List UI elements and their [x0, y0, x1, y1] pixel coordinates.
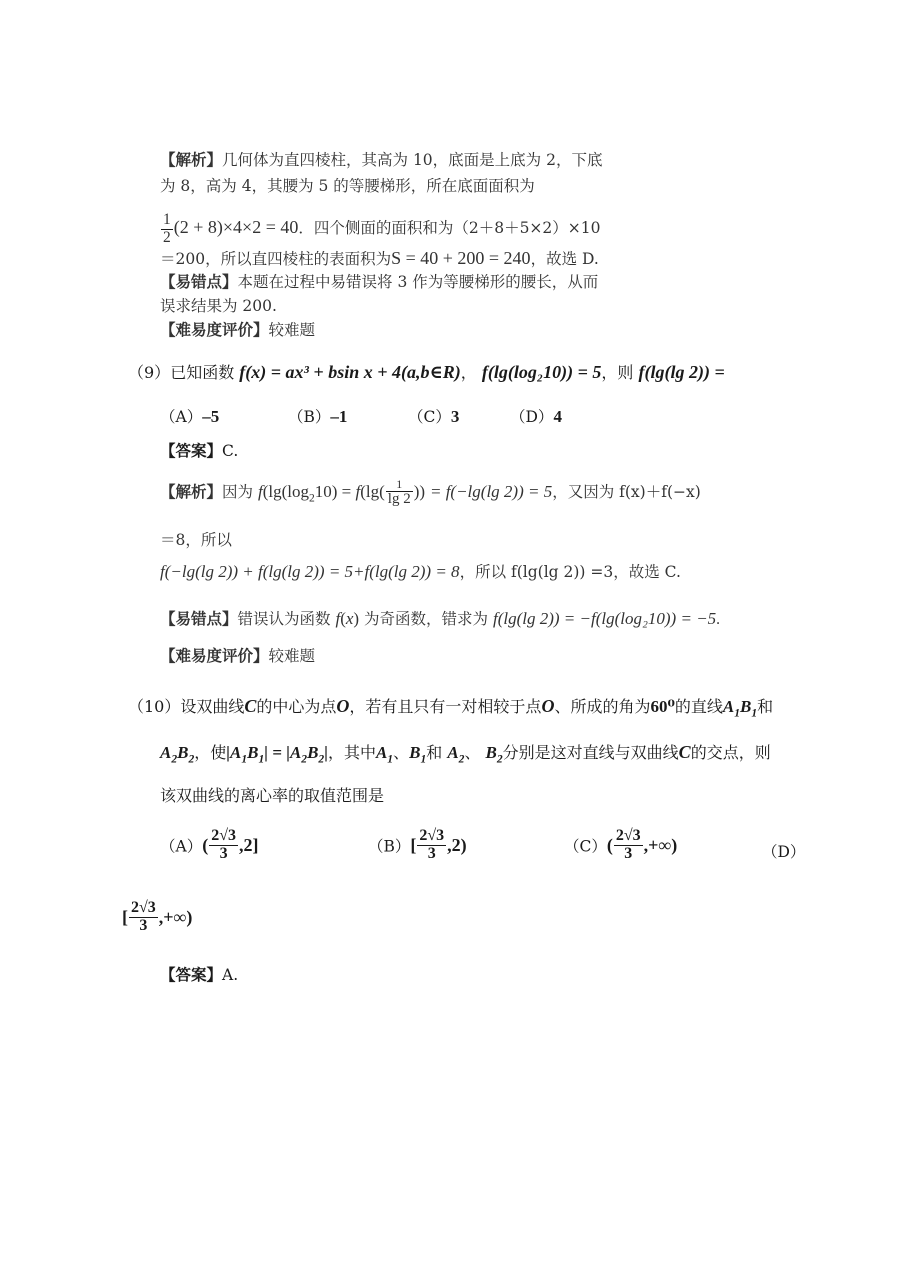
q9-answer: [160, 441, 238, 461]
option-value: –5: [202, 407, 220, 426]
q9-option-c[interactable]: [408, 405, 459, 427]
q10-option-d-value[interactable]: [ $\frac{2√3}{3}$ ,+∞): [122, 899, 193, 934]
q10-text: ，其中: [327, 743, 376, 762]
q10-text: ，若有且只有一对相较于点: [349, 697, 542, 716]
analysis-text: ＝200，所以直四棱柱的表面积为: [160, 250, 392, 268]
difficulty-q8: [160, 320, 315, 340]
fraction-one-half: $\frac{1}{2}$: [163, 211, 171, 246]
option-label: （A）: [160, 408, 203, 426]
q9-option-a[interactable]: [160, 405, 219, 427]
q9-analysis-line1: 【解析】因为 $f(\lg(\log_210) = f(\lg$( $\frac{1}{\lg 2}$ )) = f(−lg(lg 2)) = 5，又因为 f(x)＋f(−x): [160, 477, 701, 507]
difficulty-tag: 【难易度评价】: [160, 646, 269, 665]
fraction-2root3-over-3: $\frac{2√3}{3}$: [419, 827, 445, 862]
analysis-text: ，又因为 f(x)＋f(−x): [552, 483, 701, 501]
q9-option-d[interactable]: [510, 405, 562, 427]
q9-analysis-line3: [160, 562, 681, 582]
q10-option-c[interactable]: （C）( $\frac{2√3}{3}$ ,+∞): [564, 827, 678, 862]
q10-text: 的交点，则: [690, 743, 771, 762]
q9-stem-text: 已知函数: [170, 363, 235, 382]
q9-ask: f(lg(lg 2)) =: [638, 362, 725, 382]
q10-answer: [160, 965, 238, 985]
pitfall-tag: 【易错点】: [160, 272, 238, 291]
pitfall-text: 本题在过程中易错误将 3 作为等腰梯形的腰长，从而: [237, 273, 599, 291]
analysis-text: ，故选 D.: [530, 250, 599, 268]
option-value: 4: [553, 407, 562, 426]
analysis-tag: 【解析】: [160, 482, 223, 501]
fraction-one-over-lg2: $\frac{1}{\lg 2}$: [387, 477, 411, 507]
q10-text: 的直线: [674, 697, 723, 716]
option-label: （B）: [368, 837, 411, 856]
q9-pitfall: 【易错点】错误认为函数 f(x) 为奇函数，错求为 f(lg(lg 2)) = −f(lg(log₂10)) = −5.: [160, 609, 721, 628]
answer-tag: 【答案】: [160, 441, 223, 460]
q10-option-b[interactable]: （B）[ $\frac{2√3}{3}$ ,2): [368, 827, 467, 862]
q10-option-d-label[interactable]: [762, 840, 805, 862]
option-label: （C）: [564, 837, 607, 856]
q9-difficulty: [160, 646, 315, 666]
q10-text: 的中心为点: [256, 697, 337, 716]
q9-condition: f(lg(log₂10)) = 5: [481, 362, 602, 382]
option-value: 3: [450, 407, 460, 426]
difficulty-text: 较难题: [268, 647, 316, 665]
analysis-text: 几何体为直四棱柱，其高为 10，底面是上底为 2，下底: [222, 151, 603, 169]
option-label: （B）: [288, 408, 331, 426]
surface-formula: S = 40 + 200 = 240: [391, 248, 531, 268]
q10-line3: 该双曲线的离心率的取值范围是: [160, 786, 385, 805]
q10-text: 设双曲线: [180, 697, 245, 716]
fraction-2root3-over-3: $\frac{2√3}{3}$: [131, 899, 156, 934]
q10-text: ，使: [194, 743, 227, 762]
pitfall-tag: 【易错点】: [160, 609, 238, 628]
answer-value: A.: [222, 966, 239, 984]
question-number: （9）: [128, 363, 171, 382]
pitfall-formula: f(lg(lg 2)) = −f(lg(log₂10)) = −5: [492, 609, 717, 628]
q10-angle: 60⁰: [650, 697, 675, 716]
option-label: （D）: [510, 408, 554, 426]
option-value: –1: [330, 407, 348, 426]
analysis-text: 因为: [222, 483, 254, 501]
analysis-formula-left: f: [257, 482, 263, 501]
area-formula: (2 + 8)×4×2 = 40: [173, 217, 299, 237]
pitfall-fx: f: [335, 609, 341, 628]
q10-text: 和: [757, 697, 774, 716]
analysis-q8-line1: [160, 150, 602, 170]
analysis-q8-line2: 为 8，高为 4，其腰为 5 的等腰梯形，所在底面面积为: [160, 177, 535, 195]
analysis-q8-line3: [160, 205, 601, 249]
pitfall-q8-line1: [160, 272, 598, 292]
difficulty-text: 较难题: [268, 321, 316, 339]
q10-text: 、所成的角为: [554, 697, 651, 716]
analysis-q8-line4: [160, 248, 599, 269]
option-label: （C）: [408, 408, 451, 426]
pitfall-text: 为奇函数，错求为: [364, 610, 489, 628]
q9-then: ，则: [601, 363, 634, 382]
pitfall-text: 错误认为函数: [237, 610, 331, 628]
analysis-formula-sum: f(−lg(lg 2)) + f(lg(lg 2)) = 5+f(lg(lg 2)) = 8: [160, 562, 460, 581]
question-number: （10）: [128, 697, 181, 716]
analysis-tag: 【解析】: [160, 150, 223, 169]
option-label: （D）: [762, 843, 806, 861]
difficulty-tag: 【难易度评价】: [160, 320, 269, 339]
option-label: （A）: [160, 837, 203, 856]
q9-option-b[interactable]: [288, 405, 347, 427]
q10-text: 分别是这对直线与双曲线: [502, 743, 679, 762]
analysis-formula-mid: = f(−lg(lg 2)) = 5: [429, 482, 553, 501]
fraction-2root3-over-3: $\frac{2√3}{3}$: [615, 827, 641, 862]
q10-equal-lengths: $|A_1B_1| = |A_2B_2|$: [226, 743, 328, 766]
answer-value: C.: [222, 442, 239, 460]
analysis-text: ，所以 f(lg(lg 2)) =3，故选 C.: [459, 563, 681, 581]
pitfall-q8-line2: 误求结果为 200.: [160, 297, 277, 315]
q10-line1: （10）设双曲线C的中心为点O，若有且只有一对相较于点O、所成的角为60⁰的直线$A_1B_1$和: [128, 696, 774, 720]
q9-stem: （9）已知函数 f(x) = ax³ + bsin x + 4(a,b∈R)， f(lg(log₂10)) = 5，则 f(lg(lg 2)) =: [128, 362, 725, 382]
q10-line2: $A_2B_2$，使$|A_1B_1| = |A_2B_2|$，其中$A_1$、$B_1$和 $A_2$、 $B_2$分别是这对直线与双曲线C的交点，则: [160, 742, 771, 766]
fraction-2root3-over-3: $\frac{2√3}{3}$: [211, 827, 236, 862]
q9-analysis-line2: ＝8，所以: [160, 531, 232, 549]
answer-tag: 【答案】: [160, 965, 223, 984]
analysis-text: ．四个侧面的面积和为（2＋8＋5×2）×10: [298, 219, 601, 237]
q9-function: f(x) = ax³ + bsin x + 4(a,b∈R): [239, 362, 461, 382]
q10-option-a[interactable]: （A）( $\frac{2√3}{3}$ ,2]: [160, 827, 259, 862]
